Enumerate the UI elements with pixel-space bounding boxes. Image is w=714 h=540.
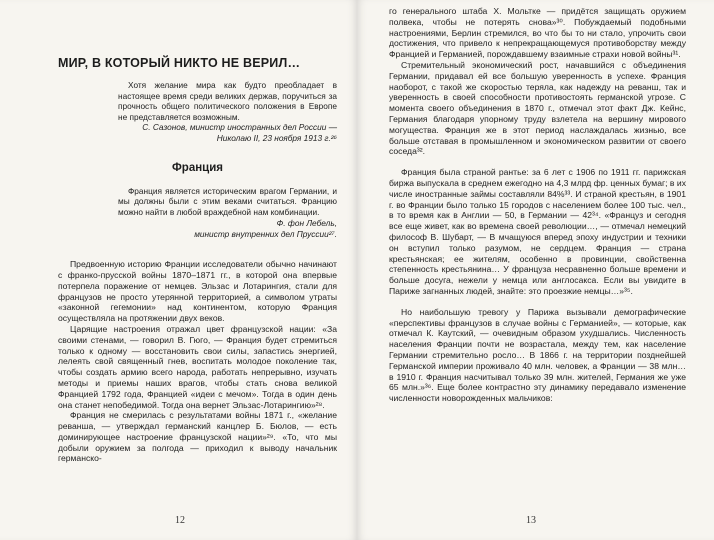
chapter-title: МИР, В КОТОРЫЙ НИКТО НЕ ВЕРИЛ…	[58, 56, 301, 70]
page-number: 12	[175, 515, 185, 526]
right-body-text	[389, 6, 686, 404]
epigraph-text: Франция является историческим врагом Германии, и мы должны были с этим веками считаться. Францию можно найти в любой враждебной нам комбинации.	[118, 185, 337, 218]
page-number: 13	[526, 515, 536, 526]
paragraph: Франция не смерилась с результатами войны 1871 г., «желание реванша, — утверждал германский канцлер Б. Бюлов, — есть доминирующее настроение французской нации»²⁹. «То, что мы добыли оружием за полгода — приходил к выводу начальник германско-	[58, 410, 337, 464]
epigraph-attribution-line2: министр внутренних дел Пруссии²⁷.	[194, 228, 337, 239]
paragraph: Но наибольшую тревогу у Парижа вызывали демографические «перспективы французов в случае войны с Германией», — которые, как отмечал К. Каутский, — очевидным образом ухудшались. Численность населения Франции почти не возрастала, между тем, как население Германии стремительно росло… В 1866 г. на территории позднейшей Германской империи проживало 40 млн. человек, а Франции — 38 млн… в 1910 г. Франция насчитывал только 39 млн. жителей, Германия же уже 65 млн.»³⁶. Еще более контрастно эту динамику передавало изменение численности новорожденных мальчиков:	[389, 306, 686, 404]
epigraph-attribution-line1: С. Сазонов, министр иностранных дел России —	[142, 122, 337, 133]
paragraph: Франция была страной рантье: за 6 лет с 1906 по 1911 гг. парижская биржа выпускала в среднем ежегодно на 4,3 млрд фр. ценных бумаг; в их числе иностранные займы составляли 84%³³. И страной крестьян, в 1901 г. во Франции было только 15 городов с населением более 100 тыс. чел., в то время как в Англии — 50, в Германии — 42³⁴. «Француз и сегодня все еще живет, как во времена своей революции…, — отмечал немецкий философ В. Шубарт, — В мчащуюся вперед эпоху индустрии и техники он вступил только разумом, не сердцем. Франция — страна крестьянская; ее жителям, особенно в провинции, свойственна степенность крестьянина… У француза несравненно больше времени и больше досуга, нежели у немца или англосакса. Если вы увидите в Париже загнанных людей, знайте: это проезжие немцы…»³⁵.	[389, 167, 686, 296]
epigraph-text: Хотя желание мира как будто преобладает в настоящее время среди великих держав, поручиться за прочность общего политического положения в Европе не представляется возможным.	[118, 80, 337, 122]
epigraph-attribution-line2: Николаю II, 23 ноября 1913 г.²⁶	[216, 132, 337, 143]
section-title: Франция	[171, 161, 224, 174]
right-page	[357, 0, 714, 540]
epigraph-attribution-line1: Ф. фон Лебель,	[276, 217, 337, 228]
epigraph-lebel	[118, 186, 337, 240]
left-body-text	[58, 259, 337, 464]
paragraph: го генерального штаба Х. Мольтке — придётся защищать оружием полвека, чтобы не потерять снова»³⁰. Побуждаемый подобными настроениями, Берлин стремился, во что бы то ни стало, упрочить свои достижения, что привело к непрекращающемуся противоборству между Францией и Германией, порождавшему взаимные страхи новой войны³¹.	[389, 6, 686, 60]
paragraph: Предвоенную историю Франции исследователи обычно начинают с франко-прусской войны 1870–1871 гг., в которой она впервые потерпела поражение от немцев. Эльзас и Лотарингия, стали для французов не просто утерянной территорией, а символом утраты «законной гегемонии» над континентом, которую Франция осуществляла на протяжении двух веков.	[58, 259, 337, 324]
paragraph: Царящие настроения отражал цвет французской нации: «За своими стенами, — говорил В. Гюго, — Франция будет стремиться только к одному — восстановить свои силы, запастись энергией, лелеять свой священный гнев, воспитать молодое поколение так, чтобы создать армию всего народа, работать непрерывно, изучать методы и приемы наших врагов, чтобы стать снова великой Францией 1792 года, Францией «идеи с мечом». Тогда в один день она станет непобедимой. Тогда она вернет Эльзас-Лотарингию»²⁸.	[58, 323, 337, 410]
epigraph-sazonov	[118, 80, 337, 144]
paragraph: Стремительный экономический рост, начавшийся с объединения Германии, придавал ей все большую уверенность в успехе. Франция наоборот, с такой же скоростью теряла, как надежду на реванш, так и уверенность в своей способности противостоять германской угрозе. С момента своего объединения в 1870 г., отмечал этот факт Дж. Кейнс, Германия благодаря упорному труду взлетела на вершину мирового могущества. Франция же в этот период наслаждалась жизнью, все больше отставая в промышленном и экономическом развитии от своего соседа³².	[389, 59, 686, 157]
